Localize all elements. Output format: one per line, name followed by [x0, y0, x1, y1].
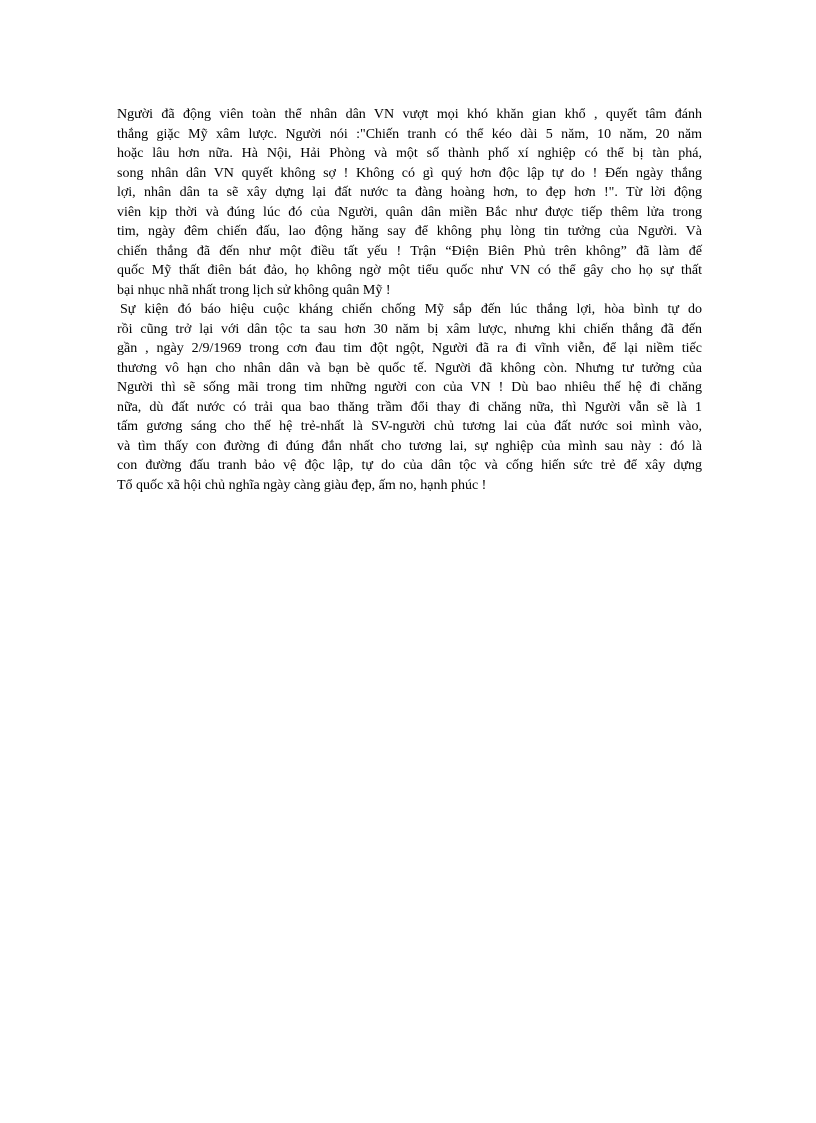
- text-line: rồi cũng trở lại với dân tộc ta sau hơn 30 năm bị xâm lược, nhưng khi chiến thắng đã đến: [117, 321, 702, 337]
- text-line: bại nhục nhã nhất trong lịch sử không quân Mỹ !: [117, 282, 391, 298]
- text-line: Sự kiện đó báo hiệu cuộc kháng chiến chống Mỹ sắp đến lúc thắng lợi, hòa bình tự do: [120, 302, 702, 317]
- text-line: Tổ quốc xã hội chủ nghĩa ngày càng giàu đẹp, ấm no, hạnh phúc !: [117, 477, 487, 493]
- text-line: hoặc lâu hơn nữa. Hà Nội, Hải Phòng và một số thành phố xí nghiệp có thể bị tàn phá,: [117, 146, 702, 161]
- text-line: lợi, nhân dân ta sẽ xây dựng lại đất nước ta đàng hoàng hơn, to đẹp hơn !". Từ lời động: [117, 185, 702, 200]
- text-line: nữa, dù đất nước có trải qua bao thăng trầm đổi thay đi chăng nữa, thì Người vẫn sẽ là 1: [117, 399, 702, 415]
- paragraph-1: [117, 105, 702, 300]
- text-line: tấm gương sáng cho thế hệ trẻ-nhất là SV-người chủ tương lai của đất nước soi mình vào,: [117, 419, 702, 434]
- text-line: Người thì sẽ sống mãi trong tim những người con của VN ! Dù bao nhiêu thế hệ đi chăng: [117, 380, 702, 395]
- text-line: viên kịp thời và đúng lúc đó của Người, quân dân miền Bắc như được tiếp thêm lửa trong: [117, 204, 702, 220]
- text-line: tim, ngày đêm chiến đấu, lao động hăng say để không phụ lòng tin tưởng của Người. Và: [117, 224, 702, 239]
- text-line: và tìm thấy con đường đi đúng đắn nhất cho tương lai, sự nghiệp của mình sau này : đó là: [117, 438, 702, 454]
- text-line: chiến thắng đã đến như một điều tất yếu ! Trận “Điện Biên Phủ trên không” đã làm đế: [117, 243, 702, 259]
- text-line: thắng giặc Mỹ xâm lược. Người nói :"Chiến tranh có thể kéo dài 5 năm, 10 năm, 20 năm: [117, 126, 702, 142]
- document-body: [117, 105, 702, 495]
- text-line: quốc Mỹ thất điên bát đảo, họ không ngờ một tiểu quốc như VN có thể gây cho họ sự thất: [117, 263, 702, 278]
- text-line: gần , ngày 2/9/1969 trong cơn đau tim đột ngột, Người đã ra đi vĩnh viễn, để lại niềm tiếc: [117, 341, 702, 356]
- text-line: song nhân dân VN quyết không sợ ! Không có gì quý hơn độc lập tự do ! Đến ngày thắng: [117, 165, 702, 181]
- paragraph-2: [117, 300, 702, 495]
- text-line: thương vô hạn cho nhân dân và bạn bè quốc tế. Người đã không còn. Nhưng tư tưởng của: [117, 360, 702, 376]
- text-line: con đường đấu tranh bảo vệ độc lập, tự do của dân tộc và cống hiến sức trẻ để xây dựng: [117, 458, 702, 473]
- text-line: Người đã động viên toàn thể nhân dân VN vượt mọi khó khăn gian khổ , quyết tâm đánh: [117, 107, 702, 122]
